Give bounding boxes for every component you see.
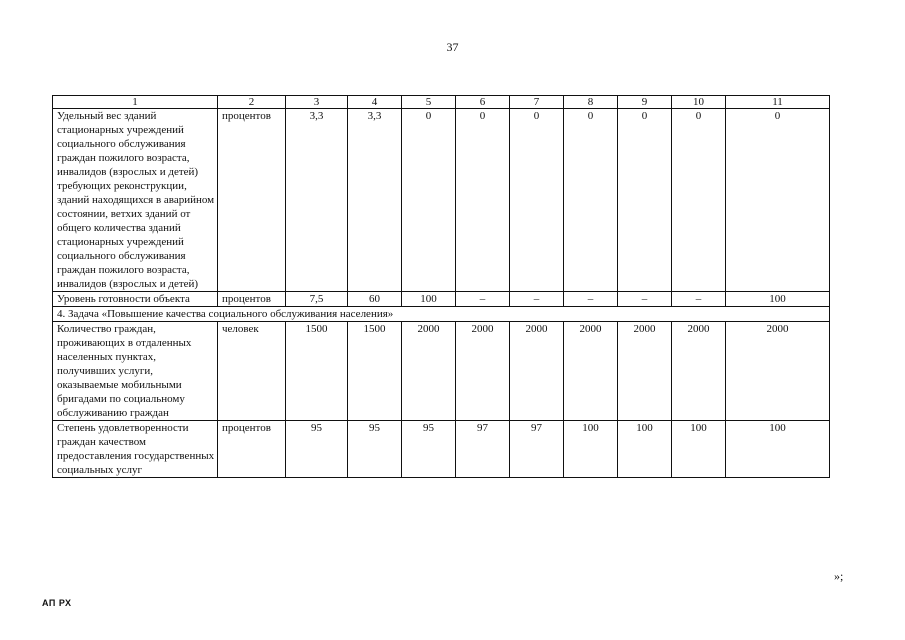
indicator-value: 100 — [402, 292, 456, 307]
indicator-value: 0 — [564, 109, 618, 292]
indicator-value: 2000 — [618, 322, 672, 421]
indicator-unit: процентов — [218, 292, 286, 307]
indicator-value: 1500 — [348, 322, 402, 421]
indicator-value: 95 — [286, 421, 348, 478]
indicator-unit: человек — [218, 322, 286, 421]
indicator-value: – — [510, 292, 564, 307]
column-number: 3 — [286, 96, 348, 109]
indicator-name: Степень удовлетворенности граждан качеством предоставления государственных социальных услуг — [53, 421, 218, 478]
indicator-value: 0 — [618, 109, 672, 292]
indicator-value: – — [672, 292, 726, 307]
indicator-value: 100 — [726, 292, 830, 307]
indicator-value: 2000 — [456, 322, 510, 421]
indicator-value: 2000 — [564, 322, 618, 421]
column-number: 10 — [672, 96, 726, 109]
indicator-value: 95 — [348, 421, 402, 478]
section-row — [53, 307, 830, 322]
indicator-name: Уровень готовности объекта — [53, 292, 218, 307]
indicator-value: 1500 — [286, 322, 348, 421]
indicator-value: 0 — [456, 109, 510, 292]
indicator-value: 3,3 — [286, 109, 348, 292]
indicator-value: 0 — [726, 109, 830, 292]
indicator-value: 2000 — [726, 322, 830, 421]
indicator-value: 2000 — [402, 322, 456, 421]
column-number: 11 — [726, 96, 830, 109]
indicator-value: 60 — [348, 292, 402, 307]
indicator-value: 100 — [672, 421, 726, 478]
indicator-value: 2000 — [510, 322, 564, 421]
indicator-value: – — [564, 292, 618, 307]
indicator-value: 7,5 — [286, 292, 348, 307]
column-number: 9 — [618, 96, 672, 109]
closing-quote: »; — [834, 569, 844, 583]
indicator-value: – — [618, 292, 672, 307]
table-row — [53, 292, 830, 307]
column-number: 4 — [348, 96, 402, 109]
table-row — [53, 109, 830, 292]
footer-stamp: АП РХ — [42, 598, 72, 608]
page-number: 37 — [446, 40, 459, 54]
table-row — [53, 421, 830, 478]
indicators-table — [52, 95, 830, 478]
indicator-value: 100 — [618, 421, 672, 478]
indicator-unit: процентов — [218, 421, 286, 478]
column-number: 8 — [564, 96, 618, 109]
indicator-value: 100 — [564, 421, 618, 478]
indicator-value: 2000 — [672, 322, 726, 421]
indicator-name: Удельный вес зданий стационарных учреждений социального обслуживания граждан пожилого возраста, инвалидов (взрослых и детей) требующих реконструкции, зданий находящихся в аварийном состоянии, ветхих зданий от общего количества зданий стационарных учреждений социального обслуживания граждан пожилого возраста, инвалидов (взрослых и детей) — [53, 109, 218, 292]
indicator-unit: процентов — [218, 109, 286, 292]
indicator-value: 95 — [402, 421, 456, 478]
indicator-name: Количество граждан, проживающих в отдаленных населенных пунктах, получивших услуги, оказываемые мобильными бригадами по социальному обслуживанию граждан — [53, 322, 218, 421]
table-row — [53, 322, 830, 421]
indicator-value: 3,3 — [348, 109, 402, 292]
indicator-value: 0 — [510, 109, 564, 292]
column-number: 1 — [53, 96, 218, 109]
indicator-value: 0 — [672, 109, 726, 292]
indicator-value: 100 — [726, 421, 830, 478]
indicator-value: – — [456, 292, 510, 307]
column-number: 2 — [218, 96, 286, 109]
column-number: 6 — [456, 96, 510, 109]
indicator-value: 0 — [402, 109, 456, 292]
column-number: 5 — [402, 96, 456, 109]
section-title: 4. Задача «Повышение качества социального обслуживания населения» — [53, 307, 830, 322]
indicator-value: 97 — [456, 421, 510, 478]
indicator-value: 97 — [510, 421, 564, 478]
column-number: 7 — [510, 96, 564, 109]
column-numbers-row — [53, 96, 830, 109]
